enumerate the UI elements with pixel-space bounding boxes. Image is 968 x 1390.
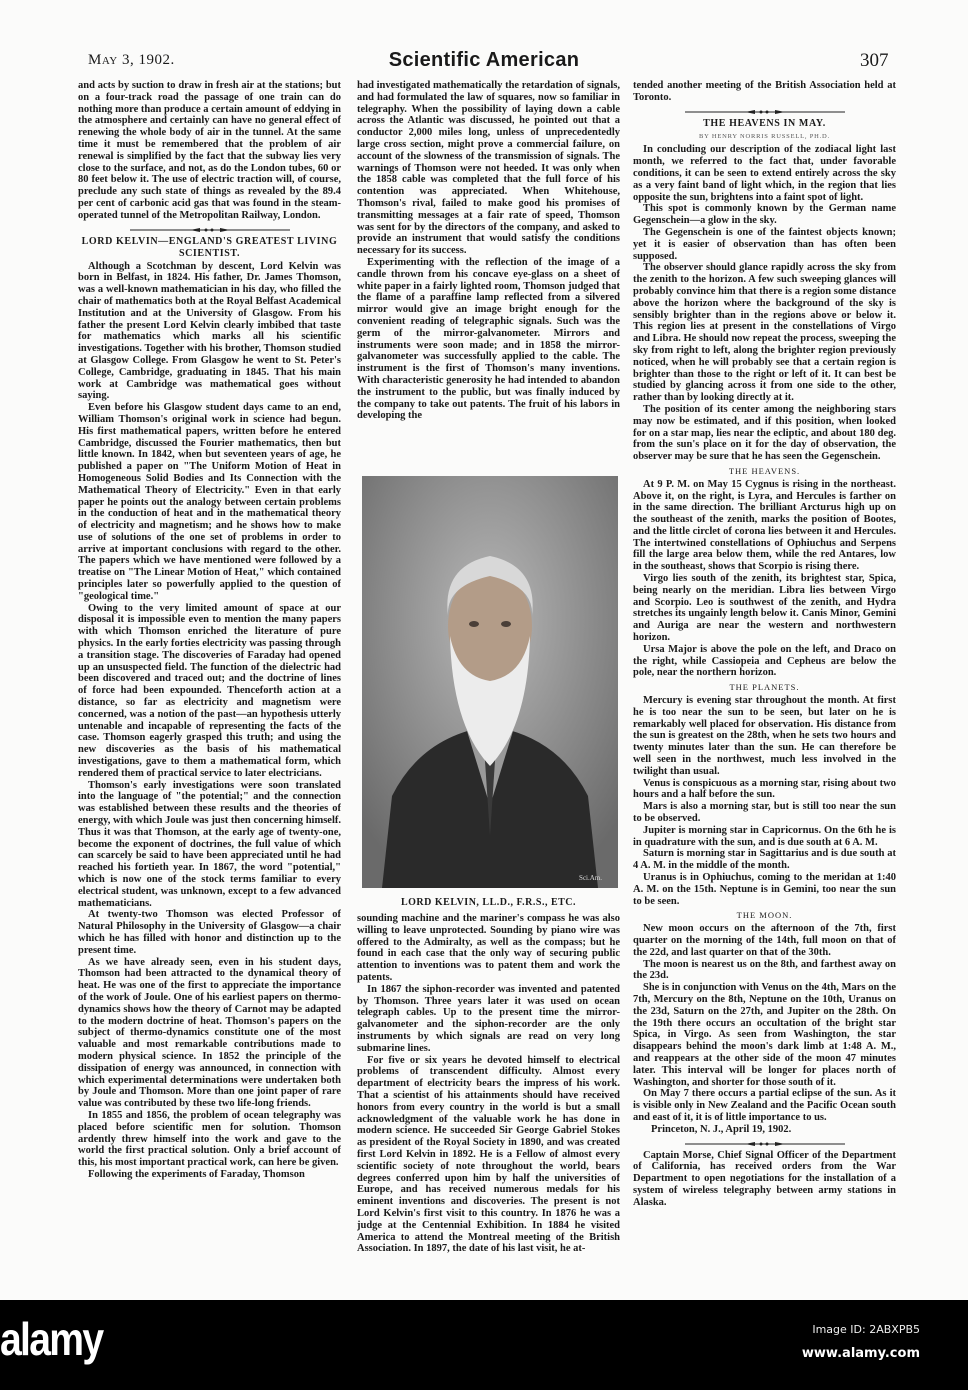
middle-column-top bbox=[357, 80, 620, 460]
subway-article-end: and acts by suction to draw in fresh air at the stations; but on a four-track road the passage of one train can do nothing more than produce a certain amount of eddying in the atmosphere and certainly can have no general effect of renewing the whole body of air in the tunnel. At the same time it must be remembered that the problem of air renewal is simplified by the fact that the subway lies very close to the surface, and not, as do the London tubes, 60 or 80 feet below it. The use of electric traction will, of course, preclude any such state of things as revealed by the 89.4 per cent of carbonic acid gas that was found in the steam-operated tunnel of the Metropolitan Railway, London. bbox=[78, 80, 341, 221]
paragraph: Ursa Major is above the pole on the left, and Draco on the right, while Cassiopeia and Cepheus are below the pole, near the northern horizon. bbox=[633, 643, 896, 679]
kelvin-article-heading: LORD KELVIN—ENGLAND'S GREATEST LIVING SCIENTIST. bbox=[81, 235, 338, 259]
ornamental-divider bbox=[130, 227, 290, 233]
paragraph: As we have already seen, even in his student days, Thomson had been attracted to the dynamical theory of heat. He was one of the first to appreciate the importance of the work of Joule. One of his earliest papers on thermo-dynamics shows how the theory of Carnot may be adapted to the modern doctrine of heat. Thomson's papers on the subject of thermo-dynamics constitute one of the most valuable and most remarkable contributions made to modern physical science. In 1852 the principle of the dissipation of energy was announced, in connection with which experimental determinations were undertaken both by Joule and Thomson. More than one joint paper of rare value was contributed by these two life-long friends. bbox=[78, 956, 341, 1110]
paragraph: She is in conjunction with Venus on the 4th, Mars on the 7th, Mercury on the 8th, Neptune on the 10th, Uranus on the 23d, Saturn on the 27th, and Jupiter on the 28th. On the 19th there occurs an occultation of the bright star Spica, in Virgo. As seen from Washington, the star disappears behind the moon's dark limb at 1:48 A. M., and reappears at the other side of the moon 47 minutes later. This interval will be longer for places north of Washington, and shorter for those south of it. bbox=[633, 982, 896, 1088]
paragraph: At twenty-two Thomson was elected Professor of Natural Philosophy in the University of Glasgow—a chair which he has filled with honor and distinction up to the present time. bbox=[78, 909, 341, 956]
section-heading-heavens: THE HEAVENS. bbox=[728, 465, 801, 476]
section-heading-planets: THE PLANETS. bbox=[729, 682, 800, 693]
paragraph: Thomson's early investigations were soon translated into the language of "the potential;" and the connection was established between these results and the theories of energy, with which Joule was just then concerning himself. Thus it was that Thomson, at the early age of twenty-one, become the exponent of doctrines, the full value of which can scarcely be said to have been appreciated until he had reached his fortieth year. In 1867, the word "potential," which is now one of the stock terms familiar to every electrical student, was unknown, except to a few advanced mathematicians. bbox=[78, 779, 341, 909]
paragraph: Although a Scotchman by descent, Lord Kelvin was born in Belfast, in 1824. His father, Dr. James Thomson, was a well-known mathematician in his day, who filled the chair of mathematics both at the Royal Belfast Academical Institution and at the University of Glasgow. From his father the present Lord Kelvin clearly imbibed that taste for mathematics which marks all his scientific investigations. Together with his brother, Thomson studied at Glasgow College. From Glasgow he went to St. Peter's College, Cambridge, graduating in 1845. That his main work at Cambridge was mathematical goes without saying. bbox=[78, 260, 341, 402]
paragraph: Experimenting with the reflection of the image of a candle thrown from his concave eye-glass on a sheet of white paper in a fairly lighted room, Thomson judged that the flame of a paraffine lamp reflected from a silvered mirror would give an image bright enough for the convenient reading of telegraphic signals. Such was the germ of the mirror-galvanometer. Mirrors and instruments were soon made; and in 1858 the mirror-galvanometer was successfully applied to the cable. The instrument is the first of Thomson's many inventions. With characteristic generosity he had intended to abandon the instrument to the public, but was finally induced by the company to take out patents. The fruit of his labors in developing the bbox=[357, 256, 620, 422]
paragraph: For five or six years he devoted himself to electrical problems of transcendent difficulty. Almost every department of electricity bears the impress of his work. That a scientist of his attainments should have received honors from every country in the world is but a small acknowledgment of the valuable work he has done in modern science. He succeeded Sir George Gabriel Stokes as president of the Royal Society in 1890, and was created first Lord Kelvin in 1892. He is a Fellow of almost every scientific society of note throughout the world, bears degrees conferred upon him by half the universities of Europe, and has received numerous medals for his eminent inventions and discoveries. The present is not Lord Kelvin's first visit to this country. In 1876 he was a judge at the Centennial Exhibition. In 1884 he visited America to attend the Montreal meeting of the British Association. In 1897, the date of his last visit, he at- bbox=[357, 1054, 620, 1255]
masthead-title: Scientific American bbox=[388, 49, 580, 71]
paragraph: Mars is also a morning star, but is still too near the sun to be observed. bbox=[633, 801, 896, 825]
alamy-logo: alamy bbox=[0, 1313, 103, 1365]
paragraph: This spot is commonly known by the German name Gegenschein—a glow in the sky. bbox=[633, 203, 896, 227]
paragraph: had investigated mathematically the retardation of signals, and had formulated the law of squares, now so familiar in telegraphy. When the possibility of laying down a cable across the Atlantic was discussed, he pointed out that a conductor 2,000 miles long, unless of unprecedentedly large cross section, might prove a commercial failure, on account of the slowness of the transmission of signals. The warnings of Thomson were not heeded. It was only when the 1858 cable was completed that the full force of his contention was appreciated. When Whitehouse, Thomson's rival, failed to make good his promises of transmitting messages at a fair rate of speed, Thomson was sent for by the directors of the company, and asked to provide an instrument that would satisfy the conditions necessary for its success. bbox=[357, 80, 620, 257]
image-id: Image ID: 2ABXPB5 bbox=[812, 1323, 920, 1336]
paragraph: In concluding our description of the zodiacal light last month, we referred to the fact that, under favorable conditions, it can be seen to extend entirely across the sky as a very faint band of light which, in the region that lies opposite the sun, brightens into a faint spot of light. bbox=[633, 144, 896, 203]
ornamental-divider bbox=[685, 1141, 845, 1147]
alamy-url: www.alamy.com bbox=[801, 1346, 920, 1361]
page-number: 307 bbox=[860, 50, 889, 71]
heavens-article-title: THE HEAVENS IN MAY. bbox=[703, 117, 826, 129]
author-byline: BY HENRY NORRIS RUSSELL, PH.D. bbox=[699, 132, 830, 140]
paragraph: Owing to the very limited amount of space at our disposal it is impossible even to mention the many papers with which Thomson enriched the literature of pure physics. In the early forties electricity was passing through a transition stage. The discoveries of Faraday had opened up an unsuspected field. The function of the dielectric had been discovered and traced out; and the doctrine of lines of force had been expounded. Thenceforth action at a distance, so far as electricity and magnetism were concerned, was a notion of the past—an hypothesis utterly untenable and incapable of representing the facts of the case. Thomson eagerly grasped this truth; and using the new discoveries as the basis of his mathematical investigations, gave to them a mathematical form, which rendered them of practical service to later electricians. bbox=[78, 602, 341, 779]
paragraph: In 1855 and 1856, the problem of ocean telegraphy was placed before scientific men for solution. Thomson ardently threw himself into the work and gave to the world the first practical solution. Only a brief account of this, his most important practical work, can here be given. bbox=[78, 1109, 341, 1169]
right-column bbox=[633, 80, 896, 1270]
paragraph: The position of its center among the neighboring stars may now be estimated, and if this position, when looked for on a star map, lies near the ecliptic, and about 180 deg. from the sun's place on it for the day of observation, the observer may be sure that he has seen the Gegenschein. bbox=[633, 403, 896, 463]
watermark-band bbox=[0, 1300, 968, 1390]
paragraph: In 1867 the siphon-recorder was invented and patented by Thomson. Three years later it was used on ocean telegraph cables. Up to the present time the mirror-galvanometer and the siphon-recorder are the only instruments by which signals are read on very long submarine lines. bbox=[357, 983, 620, 1054]
paragraph: The observer should glance rapidly across the sky from the zenith to the horizon. A few such sweeping glances will probably convince him that there is a region some distance above the horizon where the background of the sky is sensibly brighter than in the regions above or below it. This region lies at present in the constellations of Virgo and Libra. He should now repeat the process, sweeping the sky from right to left, along the brighter region previously noticed, when he will probably see that a certain region is brighter than those to the right or left of it. It can best be studied by glancing across it from one side to the other, rather than by looking directly at it. bbox=[633, 262, 896, 404]
left-column bbox=[78, 80, 341, 1265]
paragraph: Jupiter is morning star in Capricornus. On the 6th he is in quadrature with the sun, and is due south at 6 A. M. bbox=[633, 824, 896, 848]
paragraph: Following the experiments of Faraday, Thomson bbox=[88, 1168, 305, 1180]
portrait-caption: LORD KELVIN, LL.D., F.R.S., ETC. bbox=[400, 897, 577, 908]
paragraph: At 9 P. M. on May 15 Cygnus is rising in the northeast. Above it, on the right, is Lyra, and Hercules is farther on in the same direction. The brilliant Arcturus high up on the southeast of the zenith, marks the position of Bootes, and the little circlet of corona lies between it and Hercules. The intertwined constellations of Ophiuchus and Serpens fill the large area below them, while the red Antares, low in the southeast, shows that Scorpio is rising there. bbox=[633, 478, 896, 573]
ornamental-divider bbox=[685, 109, 845, 115]
middle-column-bottom bbox=[357, 913, 620, 1265]
svg-text:Sci.Am.: Sci.Am. bbox=[579, 874, 602, 882]
paragraph: Saturn is morning star in Sagittarius and is due south at 4 A. M. in the middle of the month. bbox=[633, 848, 896, 872]
kelvin-article-end: tended another meeting of the British Association held at Toronto. bbox=[633, 80, 896, 103]
paragraph: New moon occurs on the afternoon of the 7th, first quarter on the morning of the 14th, full moon on that of the 22d, and last quarter on that of the 30th. bbox=[633, 923, 896, 958]
paragraph: Venus is conspicuous as a morning star, rising about two hours and a half before the sun. bbox=[633, 777, 896, 801]
lord-kelvin-portrait bbox=[362, 476, 618, 888]
paragraph: Uranus is in Ophiuchus, coming to the meridan at 1:40 A. M. on the 15th. Neptune is in Gemini, too near the sun to be seen. bbox=[633, 872, 896, 907]
paragraph: sounding machine and the mariner's compass he was also willing to leave unprotected. Sounding by piano wire was offered to the Admiralty, as well as the compass; but he found in each case that the only way of securing public attention to inventions was to patent them and work the patents. bbox=[357, 913, 620, 983]
issue-date: May 3, 1902. bbox=[88, 52, 175, 68]
paragraph: The moon is nearest us on the 8th, and farthest away on the 23d. bbox=[633, 958, 896, 982]
article-signoff: Princeton, N. J., April 19, 1902. bbox=[651, 1123, 792, 1135]
paragraph: Mercury is evening star throughout the month. At first he is too near the sun to be seen, but later on he is remarkably well placed for observation. His distance from the sun is greatest on the 28th, when he sets two hours and twenty minutes later than the sun. He can therefore be well seen in the northwest, much less involved in the twilight than usual. bbox=[633, 695, 896, 777]
paragraph: On May 7 there occurs a partial eclipse of the sun. As it is visible only in New Zealand and the Pacific Ocean south and east of it, it is of little importance to us. bbox=[633, 1088, 896, 1123]
paragraph: Virgo lies south of the zenith, its brightest star, Spica, being nearly on the meridian. Libra lies between Virgo and Scorpio. Leo is southwest of the zenith, and Hydra stretches its ungainly length below it. Canis Minor, Gemini and Auriga are near the western and northwestern horizon. bbox=[633, 573, 896, 644]
paragraph: The Gegenschein is one of the faintest objects known; yet it is easier of observation than has often been supposed. bbox=[633, 226, 896, 262]
paragraph: Captain Morse, Chief Signal Officer of the Department of California, has received orders from the War Department to open negotiations for the installation of a system of wireless telegraphy between army stations in Alaska. bbox=[633, 1149, 896, 1208]
paragraph: Even before his Glasgow student days came to an end, William Thomson's original work in science had begun. His first mathematical papers, written before he entered Cambridge, discussed the Fourier mathematics, then but little known. In 1842, when but seventeen years of age, he published a paper on "The Uniform Motion of Heat in Homogeneous Solid Bodies and Its Connection with the Mathematical Theory of Electricity." Even in that early paper he points out the analogy between certain problems in the conduction of heat and in the mathematical theory of electricity and magnetism; and he shows how to make use of solutions of the one set of problems in order to arrive at important conclusions with regard to the other. The papers which we have mentioned were followed by a treatise on "The Linear Motion of Heat," which contained principles later so powerfully applied to the question of "geological time." bbox=[78, 402, 341, 602]
section-heading-moon: THE MOON. bbox=[736, 910, 793, 921]
